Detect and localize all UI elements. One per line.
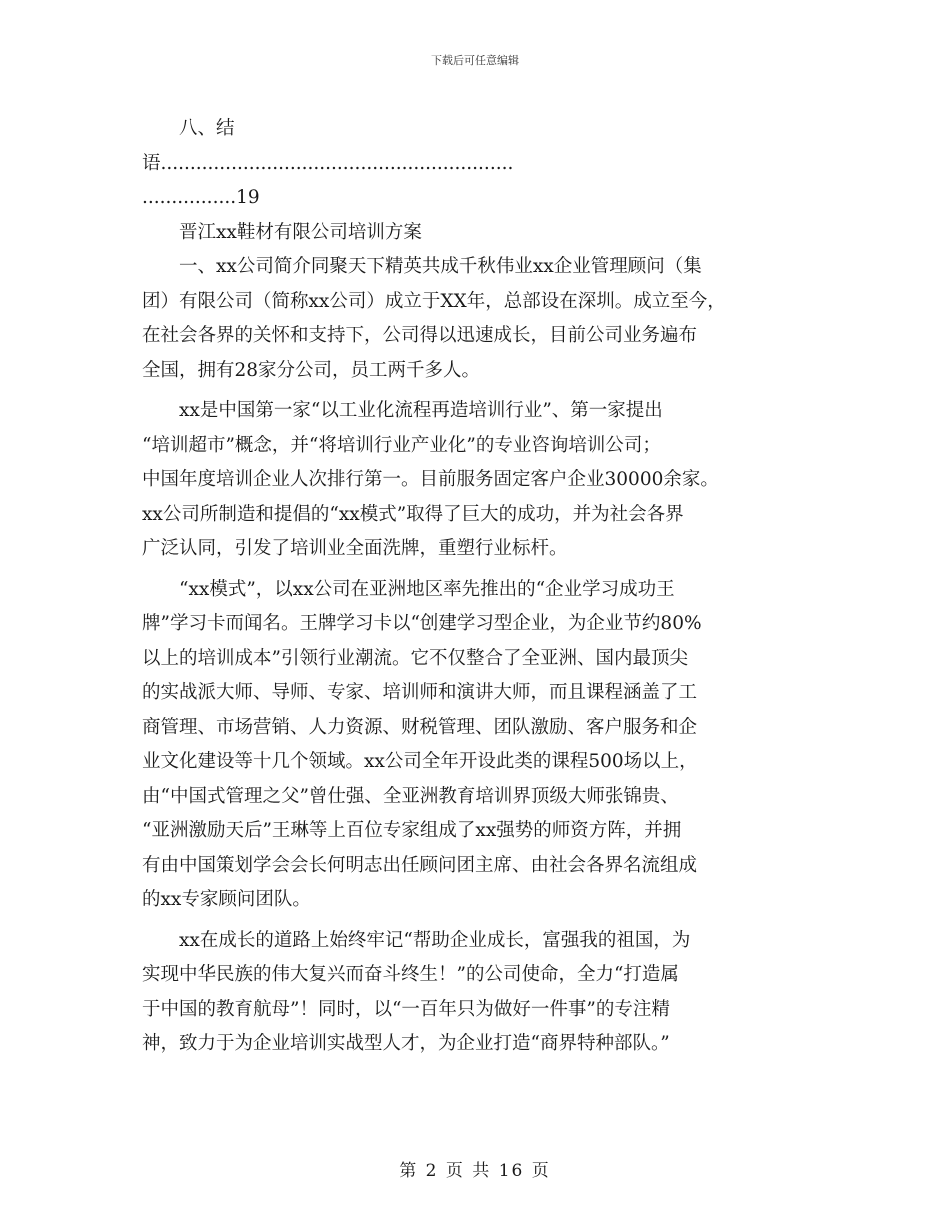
paragraph-first-company: [142, 394, 822, 567]
paragraph-line: xx是中国第一家“以工业化流程再造培训行业”、第一家提出: [142, 400, 663, 421]
paragraph-line: 在社会各界的关怀和支持下，公司得以迅速成长，目前公司业务遍布: [142, 325, 698, 346]
page-footer: 第 2 页 共 16 页: [399, 1161, 551, 1181]
paragraph-line: 实现中华民族的伟大复兴而奋斗终生！”的公司使命，全力“打造属: [142, 964, 679, 985]
paragraph-line: 一、xx公司简介同聚天下精英共成千秋伟业xx企业管理顾问（集: [142, 256, 702, 277]
toc-entry-line: 八、结: [142, 118, 235, 139]
paragraph-line: 全国，拥有28家分公司，员工两千多人。: [142, 359, 481, 381]
paragraph-line: 神，致力于为企业培训实战型人才，为企业打造“商界特种部队。”: [142, 1033, 670, 1054]
paragraph-line: 团）有限公司（简称xx公司）成立于XX年，总部设在深圳。成立至今，: [142, 290, 726, 312]
paragraph-line: “亚洲激励天后”王琳等上百位专家组成了xx强势的师资方阵，并拥: [142, 820, 682, 841]
paragraph-line: 中国年度培训企业人次排行第一。目前服务固定客户企业30000余家。: [142, 469, 719, 490]
toc-entry-page: ................19: [142, 187, 260, 208]
paragraph-line: “xx模式”，以xx公司在亚洲地区率先推出的“企业学习成功王: [142, 578, 675, 600]
paragraph-line: 商管理、市场营销、人力资源、财税管理、团队激励、客户服务和企: [142, 716, 698, 738]
paragraph-line: 由“中国式管理之父”曾仕强、全亚洲教育培训界顶级大师张锦贵、: [142, 785, 679, 807]
page-header: 下载后可任意编辑: [431, 54, 519, 67]
toc-entry-dots: 语............................................................: [142, 152, 514, 174]
paragraph-line: 牌”学习卡而闻名。王牌学习卡以“创建学习型企业，为企业节约80%: [142, 613, 702, 634]
paragraph-line: 广泛认同，引发了培训业全面洗牌，重塑行业标杆。: [142, 538, 568, 559]
paragraph-line: 于中国的教育航母”！同时，以“一百年只为做好一件事”的专注精: [142, 998, 670, 1020]
paragraph-line: 以上的培训成本”引领行业潮流。它不仅整合了全亚洲、国内最顶尖: [142, 647, 688, 669]
document-body: [142, 112, 822, 1062]
paragraph-xx-model: [142, 573, 822, 918]
paragraph-line: xx在成长的道路上始终牢记“帮助企业成长，富强我的祖国，为: [142, 929, 691, 951]
paragraph-line: 的xx专家顾问团队。: [142, 889, 311, 910]
paragraph-line: xx公司所制造和提倡的“xx模式”取得了巨大的成功，并为社会各界: [142, 503, 684, 525]
paragraph-line: 的实战派大师、导师、专家、培训师和演讲大师，而且课程涵盖了工: [142, 682, 698, 703]
paragraph-mission: [142, 924, 822, 1062]
paragraph-line: 业文化建设等十几个领域。xx公司全年开设此类的课程500场以上，: [142, 751, 698, 772]
document-title: 晋江xx鞋材有限公司培训方案: [142, 221, 422, 243]
paragraph-line: 有由中国策划学会会长何明志出任顾问团主席、由社会各界名流组成: [142, 854, 698, 876]
paragraph-line: “培训超市”概念，并“将培训行业产业化”的专业咨询培训公司；: [142, 434, 661, 456]
paragraph-intro: [142, 250, 822, 388]
